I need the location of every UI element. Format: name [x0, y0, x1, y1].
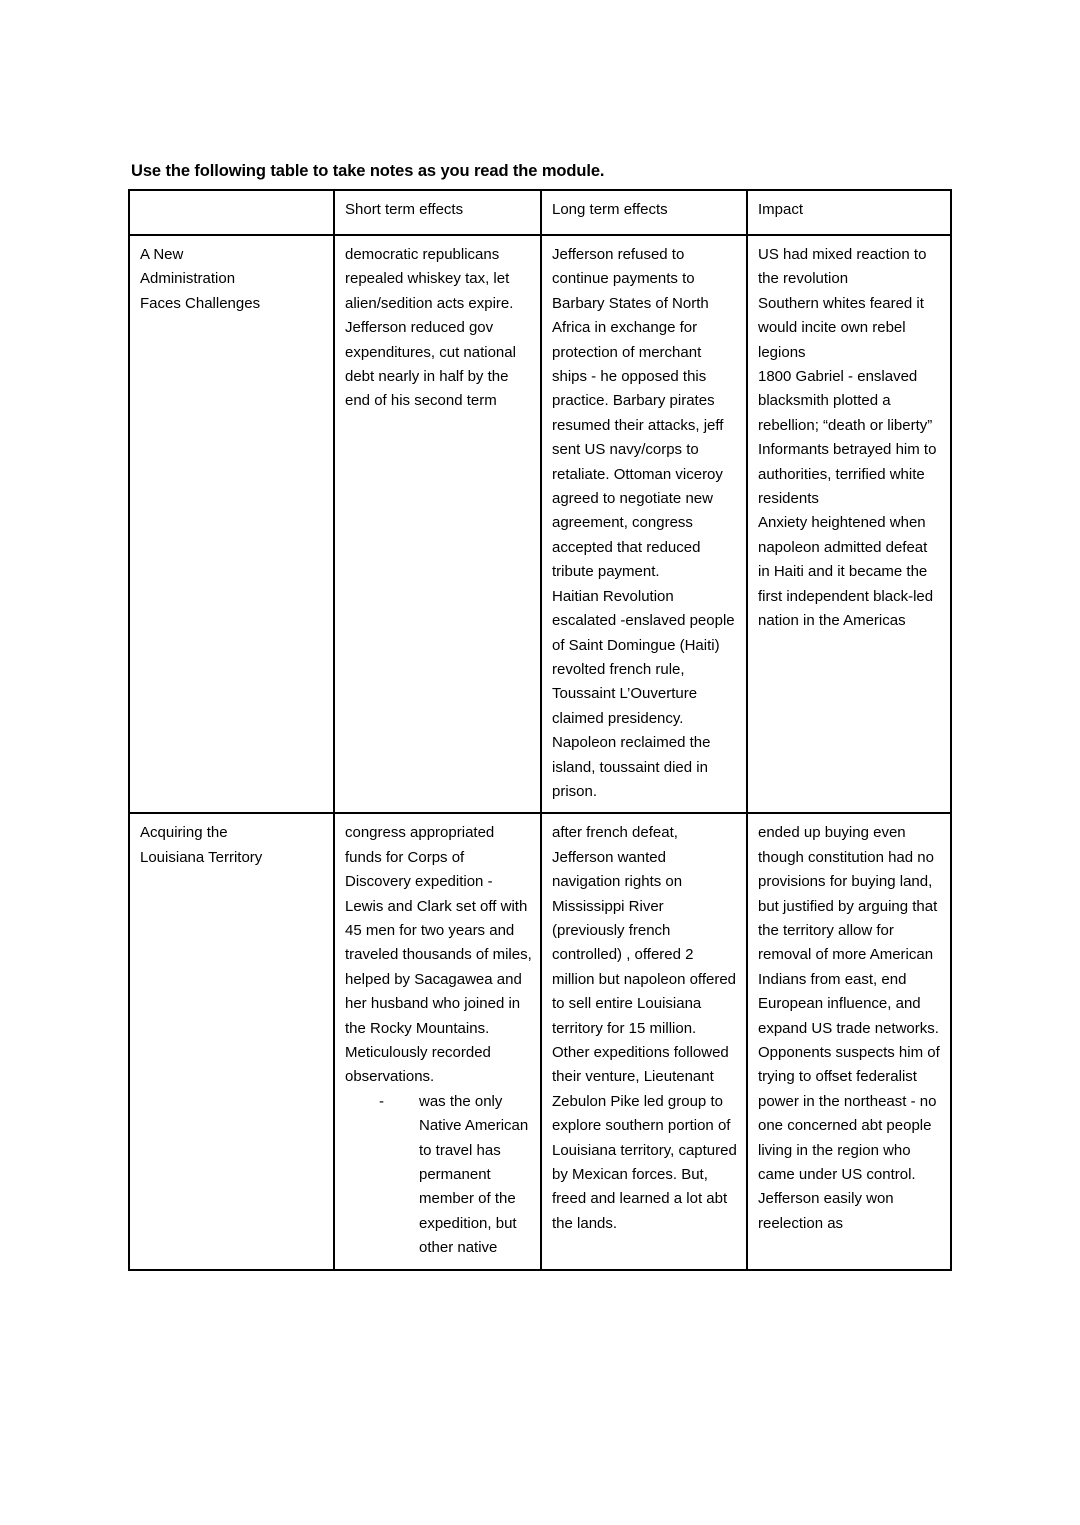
paragraph: after french defeat, Jefferson wanted navigation rights on Mississippi River (previously french controlled) , offered 2 million but napoleon offered to sell entire Louisiana territory for 15 million.: [552, 824, 737, 1037]
table-header: [129, 190, 951, 235]
short-term-paragraphs-0: [345, 243, 532, 414]
header-long-term-effects: Long term effects: [541, 190, 747, 235]
cell-impact: [747, 235, 951, 813]
paragraph: congress appropriated funds for Corps of Discovery expedition - Lewis and Clark set off with 45 men for two years and traveled thousands of miles, helped by Sacagawea and her husband who joined in the Rocky Mountains.: [345, 824, 532, 1037]
topic-line: A New: [140, 246, 184, 263]
paragraph: democratic republicans repealed whiskey tax, let alien/sedition acts expire.: [345, 246, 514, 312]
instruction-text: Use the following table to take notes as you read the module.: [131, 162, 605, 180]
table-row: [129, 813, 951, 1269]
short-term-paragraphs-1: [345, 821, 532, 1089]
impact-paragraphs-0: [758, 243, 942, 634]
paragraph: US had mixed reaction to the revolution: [758, 246, 927, 288]
paragraph: Other expeditions followed their venture, Lieutenant Zebulon Pike led group to explore southern portion of Louisiana territory, captured by Mexican forces. But, freed and learned a lot abt the lands.: [552, 1044, 737, 1232]
paragraph: 1800 Gabriel - enslaved blacksmith plotted a rebellion; “death or liberty”: [758, 368, 933, 434]
cell-impact: [747, 813, 951, 1269]
row-topic-label: [129, 813, 334, 1269]
paragraph: Anxiety heightened when napoleon admitted defeat in Haiti and it became the first independent black-led nation in the Americas: [758, 514, 934, 630]
paragraph: ended up buying even though constitution had no provisions for buying land, but justified by arguing that the territory allow for removal of more American Indians from east, end European influence, and expand US trade networks.: [758, 824, 939, 1037]
header-impact: Impact: [747, 190, 951, 235]
long-term-paragraphs-0: [552, 243, 738, 804]
long-term-paragraphs-1: [552, 821, 738, 1236]
paragraph: Jefferson reduced gov expenditures, cut national debt nearly in half by the end of his second term: [345, 319, 516, 410]
paragraph: Jefferson refused to continue payments to Barbary States of North Africa in exchange for protection of merchant ships - he opposed this practice. Barbary pirates resumed their attacks, jeff sent US navy/corps to retaliate. Ottoman viceroy agreed to negotiate new agreement, congress accepted that reduced tribute payment.: [552, 246, 724, 581]
topic-lines-0: [140, 243, 325, 316]
topic-line: Acquiring the: [140, 824, 228, 842]
topic-line: Louisiana Territory: [140, 848, 263, 866]
paragraph: Jefferson easily won reelection as: [758, 1190, 894, 1232]
paragraph: Informants betrayed him to authorities, terrified white residents: [758, 441, 937, 508]
cell-short-term-effects: [334, 235, 541, 813]
paragraph: Southern whites feared it would incite own rebel legions: [758, 294, 924, 361]
cell-short-term-effects: [334, 813, 541, 1269]
header-row: [129, 190, 951, 235]
topic-line: Administration: [140, 270, 236, 288]
short-term-sub-list: [345, 1090, 532, 1261]
topic-line: Faces Challenges: [140, 294, 261, 312]
table-row: [129, 235, 951, 813]
cell-long-term-effects: [541, 813, 747, 1269]
header-corner-blank: [129, 190, 334, 235]
cell-long-term-effects: [541, 235, 747, 813]
row-topic-label: [129, 235, 334, 813]
paragraph: Haitian Revolution escalated -enslaved people of Saint Domingue (Haiti) revolted french rule, Toussaint L’Ouverture claimed presidency. Napoleon reclaimed the island, toussaint died in prison.: [552, 587, 735, 800]
impact-paragraphs-1: [758, 821, 942, 1236]
paragraph: Meticulously recorded observations.: [345, 1044, 491, 1086]
header-short-term-effects: Short term effects: [334, 190, 541, 235]
table-body: [129, 235, 951, 1270]
topic-lines-1: [140, 821, 325, 870]
notes-table: [128, 189, 952, 1271]
paragraph: Opponents suspects him of trying to offset federalist power in the northeast - no one concerned abt people living in the region who came under US control.: [758, 1044, 940, 1184]
list-item-text: was the only Native American to travel has permanent member of the expedition, but other native: [419, 1092, 529, 1257]
list-item: [345, 1090, 532, 1261]
dash-bullet-icon: -: [379, 1092, 384, 1110]
